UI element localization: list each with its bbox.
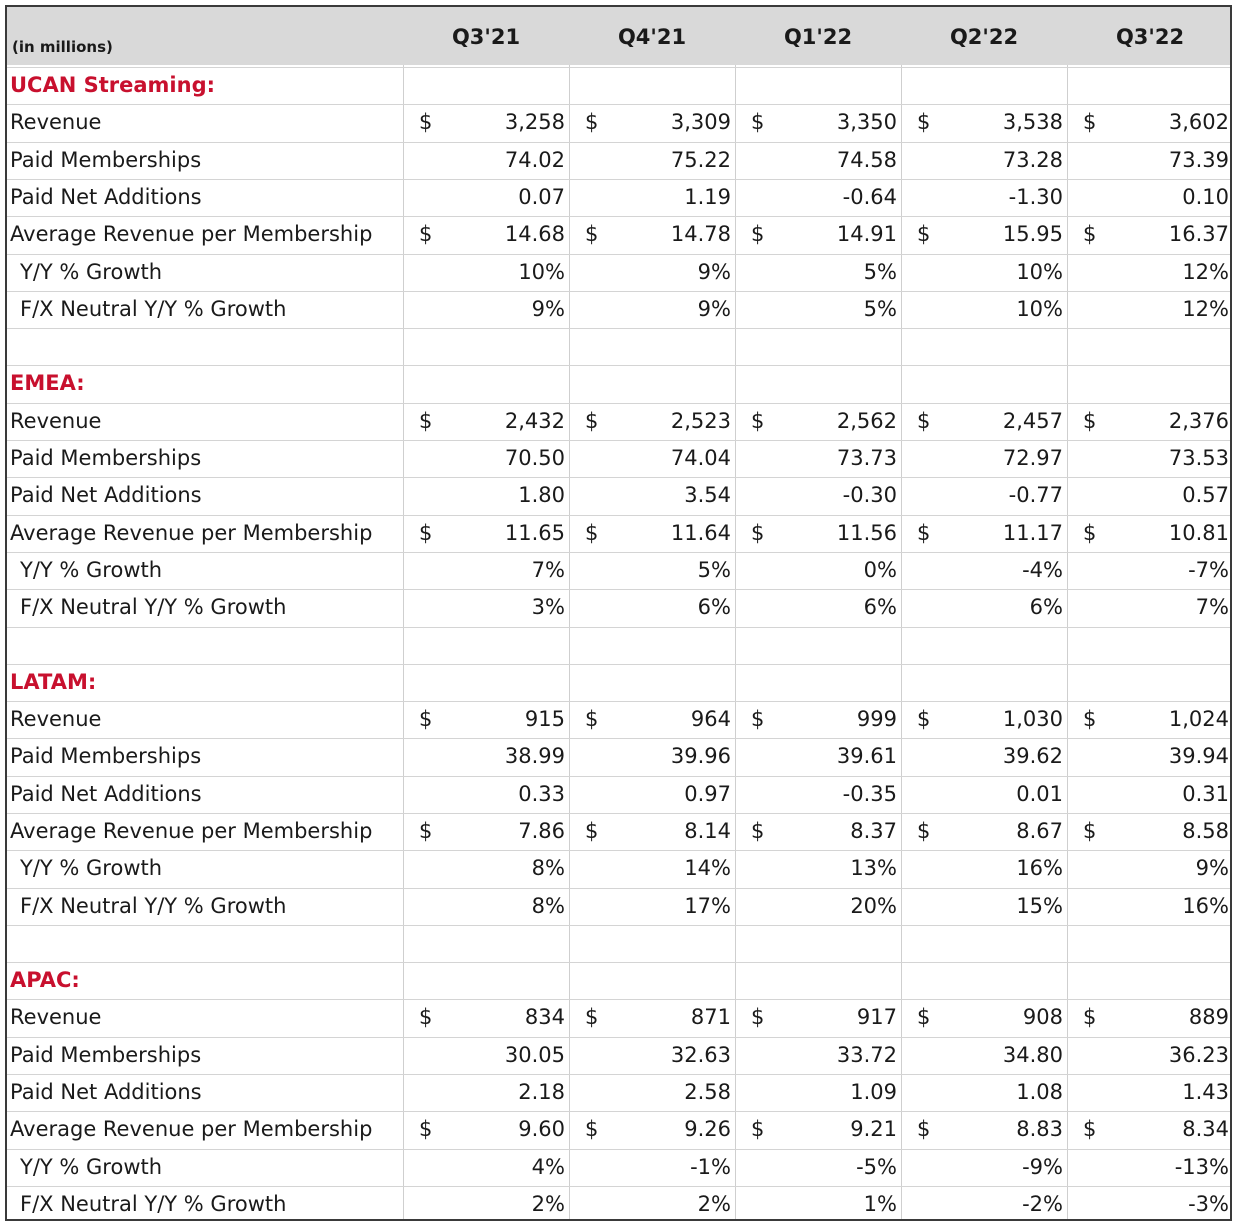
currency-symbol: $ bbox=[917, 521, 931, 545]
table-cell-value: 9% bbox=[1195, 856, 1229, 880]
table-cell-value: 9% bbox=[697, 297, 731, 321]
column-header: Q1'22 bbox=[783, 25, 853, 49]
table-cell-value: 908 bbox=[1022, 1005, 1063, 1029]
table-cell-value: 10% bbox=[1016, 297, 1063, 321]
currency-symbol: $ bbox=[917, 1005, 931, 1029]
currency-symbol: $ bbox=[419, 1005, 433, 1029]
table-cell-value: 8.67 bbox=[1016, 819, 1063, 843]
table-cell-value: 15.95 bbox=[1002, 222, 1063, 246]
table-cell-value: -3% bbox=[1188, 1192, 1229, 1216]
grid-row-line bbox=[7, 1186, 1230, 1187]
table-cell-value: 7% bbox=[1195, 595, 1229, 619]
table-cell-value: 0.31 bbox=[1182, 782, 1229, 806]
row-label: Average Revenue per Membership bbox=[10, 521, 373, 545]
row-label: Revenue bbox=[10, 1005, 102, 1029]
grid-row-line bbox=[7, 440, 1230, 441]
table-cell-value: 8% bbox=[531, 894, 565, 918]
currency-symbol: $ bbox=[917, 1117, 931, 1141]
currency-symbol: $ bbox=[751, 521, 765, 545]
grid-row-line bbox=[7, 999, 1230, 1000]
table-cell-value: 70.50 bbox=[504, 446, 565, 470]
table-cell-value: 9% bbox=[531, 297, 565, 321]
currency-symbol: $ bbox=[585, 1117, 599, 1141]
row-label: Average Revenue per Membership bbox=[10, 1117, 373, 1141]
table-cell-value: 915 bbox=[524, 707, 565, 731]
table-cell-value: 9.21 bbox=[850, 1117, 897, 1141]
section-title: LATAM: bbox=[10, 670, 97, 694]
table-cell-value: 2.18 bbox=[518, 1080, 565, 1104]
currency-symbol: $ bbox=[917, 409, 931, 433]
table-cell-value: 871 bbox=[690, 1005, 731, 1029]
table-cell-value: 3.54 bbox=[684, 483, 731, 507]
table-cell-value: 4% bbox=[531, 1155, 565, 1179]
table-cell-value: 14.91 bbox=[836, 222, 897, 246]
table-cell-value: 33.72 bbox=[836, 1043, 897, 1067]
grid-row-line bbox=[7, 850, 1230, 851]
currency-symbol: $ bbox=[585, 707, 599, 731]
row-label: Average Revenue per Membership bbox=[10, 819, 373, 843]
currency-symbol: $ bbox=[1083, 521, 1097, 545]
table-cell-value: 0% bbox=[863, 558, 897, 582]
table-cell-value: 11.64 bbox=[670, 521, 731, 545]
table-cell-value: 1.19 bbox=[684, 185, 731, 209]
table-cell-value: 6% bbox=[1029, 595, 1063, 619]
grid-row-line bbox=[7, 888, 1230, 889]
row-label: Y/Y % Growth bbox=[20, 558, 163, 582]
section-title: APAC: bbox=[10, 968, 80, 992]
table-cell-value: 10% bbox=[1016, 260, 1063, 284]
currency-symbol: $ bbox=[1083, 409, 1097, 433]
grid-row-line bbox=[7, 589, 1230, 590]
currency-symbol: $ bbox=[917, 222, 931, 246]
table-cell-value: 74.02 bbox=[504, 148, 565, 172]
table-header bbox=[7, 7, 1230, 65]
table-cell-value: 32.63 bbox=[670, 1043, 731, 1067]
table-cell-value: 13% bbox=[850, 856, 897, 880]
grid-row-line bbox=[7, 216, 1230, 217]
currency-symbol: $ bbox=[751, 707, 765, 731]
grid-row-line bbox=[7, 738, 1230, 739]
table-cell-value: 1,030 bbox=[1002, 707, 1063, 731]
currency-symbol: $ bbox=[751, 1117, 765, 1141]
grid-row-line bbox=[7, 254, 1230, 255]
table-cell-value: 14.78 bbox=[670, 222, 731, 246]
grid-row-line bbox=[7, 552, 1230, 553]
table-cell-value: 5% bbox=[697, 558, 731, 582]
currency-symbol: $ bbox=[419, 1117, 433, 1141]
currency-symbol: $ bbox=[419, 110, 433, 134]
currency-symbol: $ bbox=[419, 222, 433, 246]
table-cell-value: -13% bbox=[1174, 1155, 1229, 1179]
table-cell-value: 73.39 bbox=[1168, 148, 1229, 172]
table-cell-value: 1.80 bbox=[518, 483, 565, 507]
table-cell-value: 834 bbox=[524, 1005, 565, 1029]
table-cell-value: 3% bbox=[531, 595, 565, 619]
row-label: Paid Net Additions bbox=[10, 1080, 202, 1104]
table-cell-value: 3,602 bbox=[1168, 110, 1229, 134]
table-cell-value: 7.86 bbox=[518, 819, 565, 843]
table-cell-value: 3,538 bbox=[1002, 110, 1063, 134]
grid-row-line bbox=[7, 1037, 1230, 1038]
currency-symbol: $ bbox=[751, 1005, 765, 1029]
table-cell-value: 2,562 bbox=[836, 409, 897, 433]
table-cell-value: 30.05 bbox=[504, 1043, 565, 1067]
row-label: Paid Memberships bbox=[10, 744, 202, 768]
section-title: UCAN Streaming: bbox=[10, 73, 215, 97]
grid-row-line bbox=[7, 403, 1230, 404]
grid-row-line bbox=[7, 515, 1230, 516]
table-cell-value: 10% bbox=[518, 260, 565, 284]
row-label: Revenue bbox=[10, 110, 102, 134]
table-cell-value: 8.14 bbox=[684, 819, 731, 843]
grid-row-line bbox=[7, 477, 1230, 478]
table-cell-value: 2,523 bbox=[670, 409, 731, 433]
grid-column-line bbox=[403, 65, 404, 1219]
currency-symbol: $ bbox=[1083, 110, 1097, 134]
row-label: Paid Net Additions bbox=[10, 185, 202, 209]
table-cell-value: -0.77 bbox=[1008, 483, 1063, 507]
table-cell-value: -7% bbox=[1188, 558, 1229, 582]
units-label: (in millions) bbox=[12, 38, 113, 56]
grid-row-line bbox=[7, 291, 1230, 292]
table-cell-value: 0.97 bbox=[684, 782, 731, 806]
table-cell-value: 2.58 bbox=[684, 1080, 731, 1104]
grid-column-line bbox=[735, 65, 736, 1219]
currency-symbol: $ bbox=[751, 110, 765, 134]
currency-symbol: $ bbox=[585, 409, 599, 433]
table-cell-value: 73.28 bbox=[1002, 148, 1063, 172]
grid-row-line bbox=[7, 813, 1230, 814]
table-cell-value: 2,457 bbox=[1002, 409, 1063, 433]
table-cell-value: -9% bbox=[1022, 1155, 1063, 1179]
currency-symbol: $ bbox=[1083, 1005, 1097, 1029]
table-cell-value: 39.94 bbox=[1168, 744, 1229, 768]
table-cell-value: 34.80 bbox=[1002, 1043, 1063, 1067]
currency-symbol: $ bbox=[585, 1005, 599, 1029]
currency-symbol: $ bbox=[1083, 1117, 1097, 1141]
grid-column-line bbox=[901, 65, 902, 1219]
table-cell-value: 5% bbox=[863, 297, 897, 321]
row-label: Revenue bbox=[10, 707, 102, 731]
table-cell-value: 39.61 bbox=[836, 744, 897, 768]
row-label: Paid Memberships bbox=[10, 1043, 202, 1067]
table-cell-value: 1.09 bbox=[850, 1080, 897, 1104]
row-label: Paid Memberships bbox=[10, 446, 202, 470]
table-cell-value: 8.37 bbox=[850, 819, 897, 843]
row-label: Average Revenue per Membership bbox=[10, 222, 373, 246]
table-cell-value: -0.64 bbox=[842, 185, 897, 209]
currency-symbol: $ bbox=[751, 409, 765, 433]
table-cell-value: 75.22 bbox=[670, 148, 731, 172]
table-cell-value: -0.35 bbox=[842, 782, 897, 806]
table-cell-value: 1.08 bbox=[1016, 1080, 1063, 1104]
table-cell-value: 74.04 bbox=[670, 446, 731, 470]
table-cell-value: 0.07 bbox=[518, 185, 565, 209]
currency-symbol: $ bbox=[1083, 819, 1097, 843]
table-cell-value: 73.73 bbox=[836, 446, 897, 470]
table-cell-value: 6% bbox=[863, 595, 897, 619]
row-label: Paid Net Additions bbox=[10, 782, 202, 806]
grid-row-line bbox=[7, 925, 1230, 926]
table-cell-value: 999 bbox=[856, 707, 897, 731]
table-cell-value: 14.68 bbox=[504, 222, 565, 246]
currency-symbol: $ bbox=[917, 110, 931, 134]
grid-column-line bbox=[569, 65, 570, 1219]
table-cell-value: 39.96 bbox=[670, 744, 731, 768]
grid-row-line bbox=[7, 104, 1230, 105]
row-label: F/X Neutral Y/Y % Growth bbox=[20, 297, 287, 321]
table-cell-value: 11.17 bbox=[1002, 521, 1063, 545]
table-cell-value: 9% bbox=[697, 260, 731, 284]
grid-row-line bbox=[7, 1111, 1230, 1112]
table-cell-value: 3,350 bbox=[836, 110, 897, 134]
column-header: Q4'21 bbox=[617, 25, 687, 49]
table-cell-value: 0.57 bbox=[1182, 483, 1229, 507]
table-cell-value: 0.10 bbox=[1182, 185, 1229, 209]
table-cell-value: -1% bbox=[690, 1155, 731, 1179]
currency-symbol: $ bbox=[751, 222, 765, 246]
table-cell-value: 15% bbox=[1016, 894, 1063, 918]
row-label: Y/Y % Growth bbox=[20, 1155, 163, 1179]
grid-row-line bbox=[7, 179, 1230, 180]
table-cell-value: 8% bbox=[531, 856, 565, 880]
table-cell-value: -0.30 bbox=[842, 483, 897, 507]
grid-row-line bbox=[7, 1074, 1230, 1075]
table-cell-value: 38.99 bbox=[504, 744, 565, 768]
table-cell-value: 39.62 bbox=[1002, 744, 1063, 768]
table-cell-value: 36.23 bbox=[1168, 1043, 1229, 1067]
grid-row-line bbox=[7, 365, 1230, 366]
table-cell-value: 16% bbox=[1182, 894, 1229, 918]
currency-symbol: $ bbox=[585, 222, 599, 246]
row-label: F/X Neutral Y/Y % Growth bbox=[20, 1192, 287, 1216]
table-cell-value: 917 bbox=[856, 1005, 897, 1029]
grid-row-line bbox=[7, 67, 1230, 68]
table-cell-value: 3,309 bbox=[670, 110, 731, 134]
grid-column-line bbox=[1067, 65, 1068, 1219]
table-cell-value: 889 bbox=[1188, 1005, 1229, 1029]
table-cell-value: 0.01 bbox=[1016, 782, 1063, 806]
table-cell-value: 0.33 bbox=[518, 782, 565, 806]
grid-row-line bbox=[7, 328, 1230, 329]
currency-symbol: $ bbox=[1083, 222, 1097, 246]
grid-row-line bbox=[7, 627, 1230, 628]
grid-row-line bbox=[7, 962, 1230, 963]
currency-symbol: $ bbox=[751, 819, 765, 843]
currency-symbol: $ bbox=[419, 707, 433, 731]
table-cell-value: 17% bbox=[684, 894, 731, 918]
table-cell-value: 8.83 bbox=[1016, 1117, 1063, 1141]
table-cell-value: 20% bbox=[850, 894, 897, 918]
grid-row-line bbox=[7, 701, 1230, 702]
row-label: Y/Y % Growth bbox=[20, 260, 163, 284]
table-cell-value: 2,376 bbox=[1168, 409, 1229, 433]
row-label: Paid Memberships bbox=[10, 148, 202, 172]
table-cell-value: 964 bbox=[690, 707, 731, 731]
column-header: Q2'22 bbox=[949, 25, 1019, 49]
table-cell-value: 2,432 bbox=[504, 409, 565, 433]
table-cell-value: 12% bbox=[1182, 297, 1229, 321]
currency-symbol: $ bbox=[917, 819, 931, 843]
column-header: Q3'21 bbox=[451, 25, 521, 49]
table-cell-value: 1.43 bbox=[1182, 1080, 1229, 1104]
table-cell-value: 74.58 bbox=[836, 148, 897, 172]
row-label: Y/Y % Growth bbox=[20, 856, 163, 880]
table-cell-value: 2% bbox=[697, 1192, 731, 1216]
table-cell-value: 14% bbox=[684, 856, 731, 880]
table-cell-value: 2% bbox=[531, 1192, 565, 1216]
row-label: Revenue bbox=[10, 409, 102, 433]
table-cell-value: -1.30 bbox=[1008, 185, 1063, 209]
table-cell-value: 9.60 bbox=[518, 1117, 565, 1141]
currency-symbol: $ bbox=[585, 819, 599, 843]
table-cell-value: 11.65 bbox=[504, 521, 565, 545]
currency-symbol: $ bbox=[419, 409, 433, 433]
table-cell-value: 6% bbox=[697, 595, 731, 619]
table-cell-value: 1% bbox=[863, 1192, 897, 1216]
row-label: F/X Neutral Y/Y % Growth bbox=[20, 595, 287, 619]
table-cell-value: -2% bbox=[1022, 1192, 1063, 1216]
table-cell-value: 72.97 bbox=[1002, 446, 1063, 470]
table-cell-value: 1,024 bbox=[1168, 707, 1229, 731]
currency-symbol: $ bbox=[917, 707, 931, 731]
table-cell-value: -5% bbox=[856, 1155, 897, 1179]
table-cell-value: 11.56 bbox=[836, 521, 897, 545]
table-cell-value: 16% bbox=[1016, 856, 1063, 880]
grid-row-line bbox=[7, 664, 1230, 665]
row-label: Paid Net Additions bbox=[10, 483, 202, 507]
table-cell-value: 5% bbox=[863, 260, 897, 284]
grid-row-line bbox=[7, 142, 1230, 143]
section-title: EMEA: bbox=[10, 371, 85, 395]
table-cell-value: 8.58 bbox=[1182, 819, 1229, 843]
row-label: F/X Neutral Y/Y % Growth bbox=[20, 894, 287, 918]
table-cell-value: 16.37 bbox=[1168, 222, 1229, 246]
regional-metrics-table bbox=[5, 5, 1232, 1221]
table-cell-value: 8.34 bbox=[1182, 1117, 1229, 1141]
grid-row-line bbox=[7, 1149, 1230, 1150]
table-cell-value: 3,258 bbox=[504, 110, 565, 134]
grid-row-line bbox=[7, 776, 1230, 777]
table-cell-value: -4% bbox=[1022, 558, 1063, 582]
table-cell-value: 7% bbox=[531, 558, 565, 582]
currency-symbol: $ bbox=[419, 819, 433, 843]
table-cell-value: 10.81 bbox=[1168, 521, 1229, 545]
column-header: Q3'22 bbox=[1115, 25, 1185, 49]
table-cell-value: 12% bbox=[1182, 260, 1229, 284]
currency-symbol: $ bbox=[1083, 707, 1097, 731]
currency-symbol: $ bbox=[585, 521, 599, 545]
currency-symbol: $ bbox=[585, 110, 599, 134]
currency-symbol: $ bbox=[419, 521, 433, 545]
table-cell-value: 9.26 bbox=[684, 1117, 731, 1141]
table-cell-value: 73.53 bbox=[1168, 446, 1229, 470]
